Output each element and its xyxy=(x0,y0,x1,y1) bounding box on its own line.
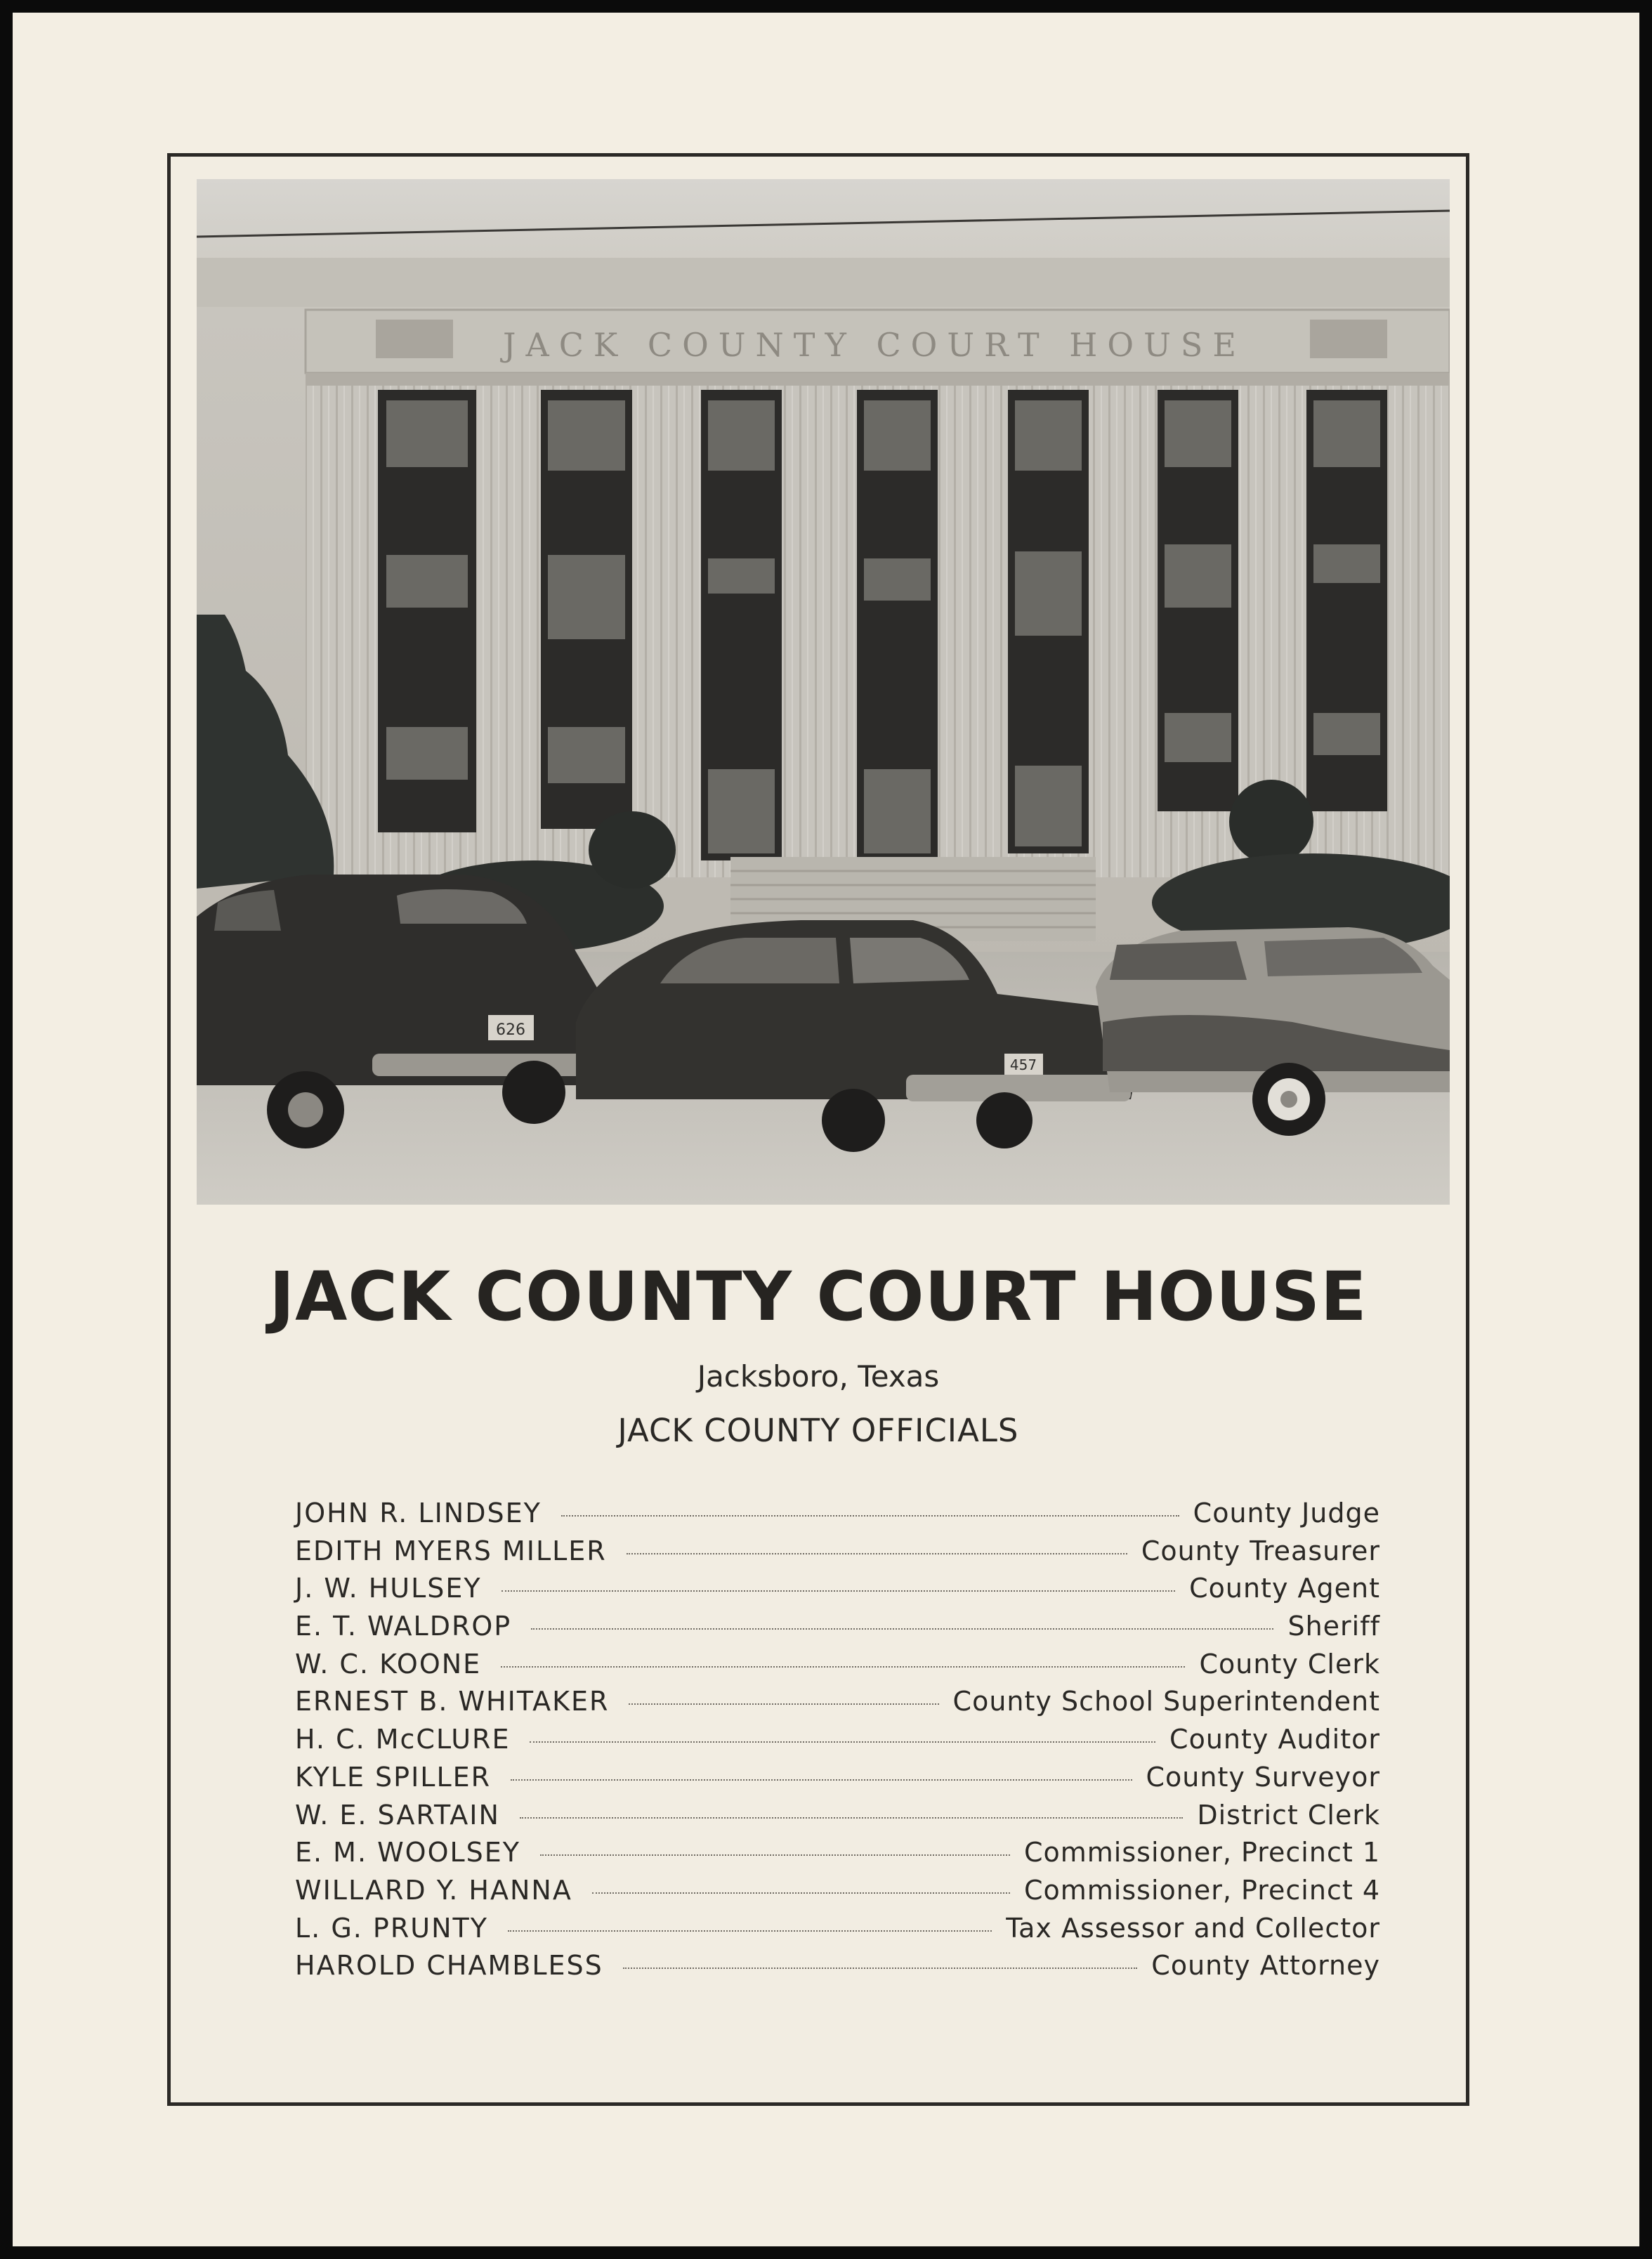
dot-leader xyxy=(501,1590,1175,1592)
dot-leader xyxy=(530,1741,1155,1743)
official-name: EDITH MYERS MILLER xyxy=(295,1535,607,1566)
courthouse-photo xyxy=(197,179,1450,1205)
plate-center-text: 457 xyxy=(1009,1056,1037,1073)
dot-leader xyxy=(592,1892,1010,1894)
dot-leader xyxy=(623,1967,1138,1969)
dot-leader xyxy=(501,1666,1185,1668)
official-row xyxy=(295,1800,1380,1838)
official-office: Commissioner, Precinct 1 xyxy=(1023,1837,1380,1868)
official-name: E. T. WALDROP xyxy=(295,1611,512,1642)
official-office: County Surveyor xyxy=(1146,1761,1380,1793)
parapet xyxy=(197,258,1450,307)
official-office: District Clerk xyxy=(1197,1799,1380,1831)
officials-heading: JACK COUNTY OFFICIALS xyxy=(617,1412,1019,1449)
official-office: County Judge xyxy=(1193,1498,1380,1528)
official-row xyxy=(295,1913,1380,1951)
location-subtitle: Jacksboro, Texas xyxy=(697,1359,940,1394)
official-name: W. E. SARTAIN xyxy=(295,1799,500,1831)
official-row xyxy=(295,1762,1380,1800)
official-name: H. C. McCLURE xyxy=(295,1724,511,1755)
official-office: County School Superintendent xyxy=(952,1686,1380,1717)
official-office: Tax Assessor and Collector xyxy=(1006,1912,1380,1944)
official-name: JOHN R. LINDSEY xyxy=(295,1498,542,1528)
dot-leader xyxy=(511,1779,1132,1781)
official-row xyxy=(295,1724,1380,1762)
dot-leader xyxy=(531,1628,1273,1630)
official-name: WILLARD Y. HANNA xyxy=(295,1874,572,1906)
official-row xyxy=(295,1611,1380,1649)
left-emblem xyxy=(376,320,453,358)
official-row xyxy=(295,1686,1380,1724)
officials-roster xyxy=(295,1498,1380,1988)
official-row xyxy=(295,1573,1380,1611)
official-office: County Agent xyxy=(1189,1573,1380,1604)
official-office: Commissioner, Precinct 4 xyxy=(1023,1874,1380,1906)
official-row xyxy=(295,1875,1380,1913)
facade-inscription: JACK COUNTY COURT HOUSE xyxy=(503,326,1246,364)
official-row xyxy=(295,1837,1380,1875)
official-office: County Treasurer xyxy=(1141,1535,1380,1566)
official-name: KYLE SPILLER xyxy=(295,1761,492,1793)
official-name: W. C. KOONE xyxy=(295,1648,482,1679)
official-office: County Attorney xyxy=(1151,1950,1380,1982)
official-name: HAROLD CHAMBLESS xyxy=(295,1950,603,1982)
dot-leader xyxy=(520,1817,1183,1819)
official-row xyxy=(295,1649,1380,1687)
official-name: E. M. WOOLSEY xyxy=(295,1837,521,1868)
official-office: County Clerk xyxy=(1199,1648,1380,1679)
dot-leader xyxy=(561,1515,1179,1517)
official-name: J. W. HULSEY xyxy=(295,1573,482,1604)
shrub-cone-right xyxy=(1229,780,1313,864)
official-row xyxy=(295,1536,1380,1573)
plate-left-text: 626 xyxy=(496,1021,525,1039)
cornice xyxy=(306,373,1450,386)
official-name: ERNEST B. WHITAKER xyxy=(295,1686,610,1717)
official-office: Sheriff xyxy=(1287,1611,1380,1642)
sky xyxy=(197,179,1450,263)
shrub-cone-left xyxy=(589,811,676,889)
dot-leader xyxy=(540,1854,1010,1856)
dot-leader xyxy=(627,1553,1127,1554)
official-office: County Auditor xyxy=(1169,1724,1380,1755)
dot-leader xyxy=(629,1703,938,1705)
right-emblem xyxy=(1310,320,1387,358)
official-row xyxy=(295,1498,1380,1536)
dot-leader xyxy=(508,1930,992,1932)
official-row xyxy=(295,1950,1380,1988)
courthouse-photo-drawing xyxy=(197,179,1450,1205)
official-name: L. G. PRUNTY xyxy=(295,1912,488,1944)
page-title: JACK COUNTY COURT HOUSE xyxy=(269,1257,1368,1336)
